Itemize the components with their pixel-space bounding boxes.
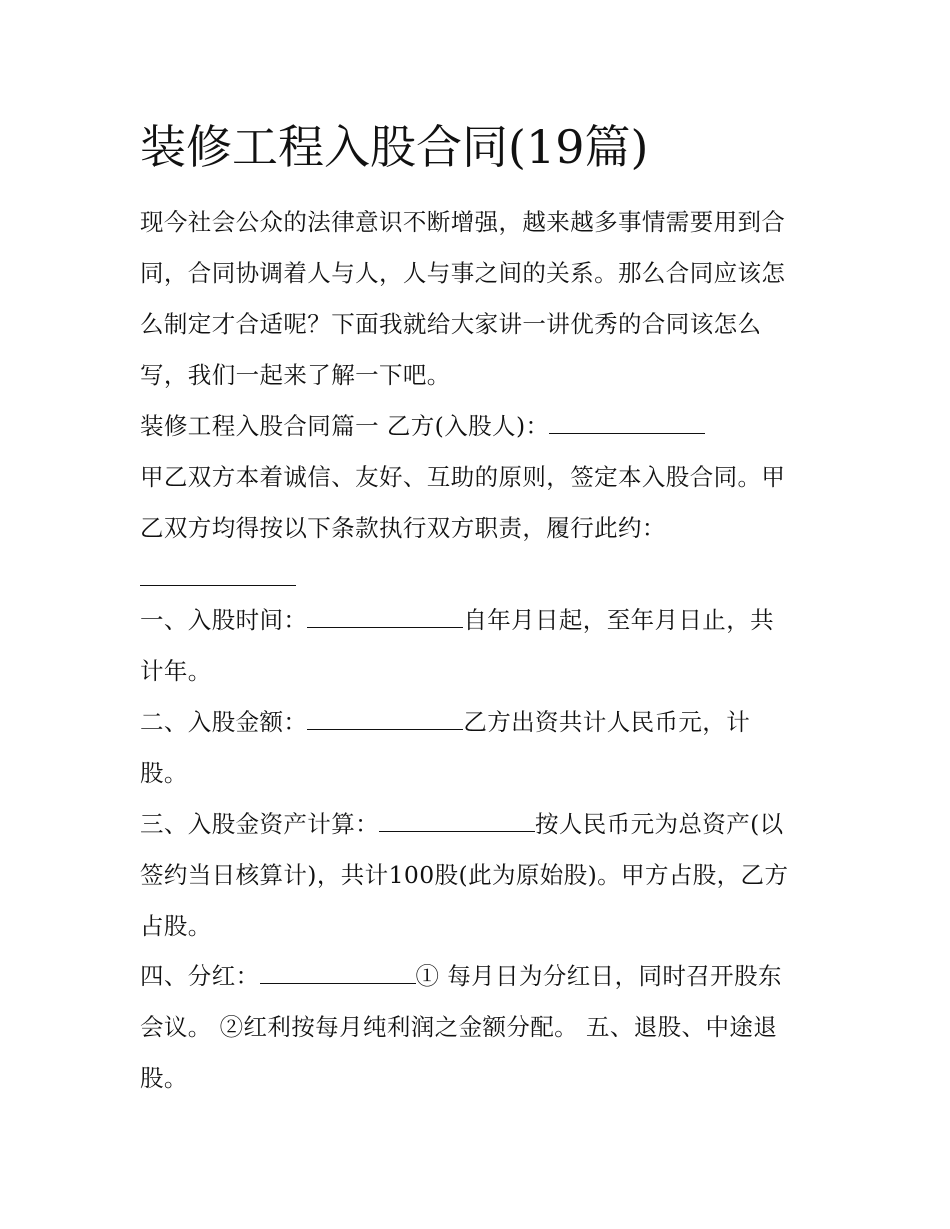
clause-4-line xyxy=(140,960,782,992)
clause-2-line xyxy=(140,706,750,738)
blank-line xyxy=(549,413,705,434)
blank-line xyxy=(307,709,463,730)
intro-line-1: 现今社会公众的法律意识不断增强，越来越多事情需要用到合 xyxy=(140,208,786,236)
clause-4-continuation-1: 会议。 ②红利按每月纯利润之金额分配。 五、退股、中途退 xyxy=(140,1013,778,1041)
clause-3-text: 按人民币元为总资产(以 xyxy=(535,810,784,838)
intro-line-2: 同，合同协调着人与人，人与事之间的关系。那么合同应该怎 xyxy=(140,259,786,287)
principle-line-1: 甲乙双方本着诚信、友好、互助的原则，签定本入股合同。甲 xyxy=(140,463,786,491)
clause-2-continuation: 股。 xyxy=(140,759,188,787)
clause-1-text: 自年月日起，至年月日止，共 xyxy=(463,606,775,634)
clause-2-label: 二、入股金额： xyxy=(140,708,308,736)
blank-line xyxy=(260,963,416,984)
blank-line xyxy=(307,607,463,628)
clause-3-label: 三、入股金资产计算： xyxy=(140,810,379,838)
clause-4-continuation-2: 股。 xyxy=(140,1064,188,1092)
intro-line-4: 写，我们一起来了解一下吧。 xyxy=(140,361,451,389)
principle-line-2: 乙双方均得按以下条款执行双方职责，履行此约： xyxy=(140,514,666,542)
clause-1-label: 一、入股时间： xyxy=(140,606,308,634)
blank-line xyxy=(140,565,296,586)
section-1-heading: 装修工程入股合同篇一 乙方(入股人)： xyxy=(140,412,550,440)
clause-4-label: 四、分红： xyxy=(140,962,260,990)
clause-4-text: ① 每月日为分红日，同时召开股东 xyxy=(415,962,782,990)
section-1-heading-line xyxy=(140,410,705,442)
blank-line xyxy=(379,811,535,832)
clause-3-continuation-1: 签约当日核算计)，共计100股(此为原始股)。甲方占股，乙方 xyxy=(140,861,789,889)
document-title: 装修工程入股合同(19篇) xyxy=(140,120,649,174)
clause-3-line xyxy=(140,808,784,840)
clause-3-continuation-2: 占股。 xyxy=(140,912,212,940)
clause-1-continuation: 计年。 xyxy=(140,657,212,685)
intro-line-3: 么制定才合适呢？下面我就给大家讲一讲优秀的合同该怎么 xyxy=(140,310,762,338)
standalone-blank-line xyxy=(140,562,296,594)
clause-1-line xyxy=(140,604,774,636)
clause-2-text: 乙方出资共计人民币元，计 xyxy=(463,708,751,736)
